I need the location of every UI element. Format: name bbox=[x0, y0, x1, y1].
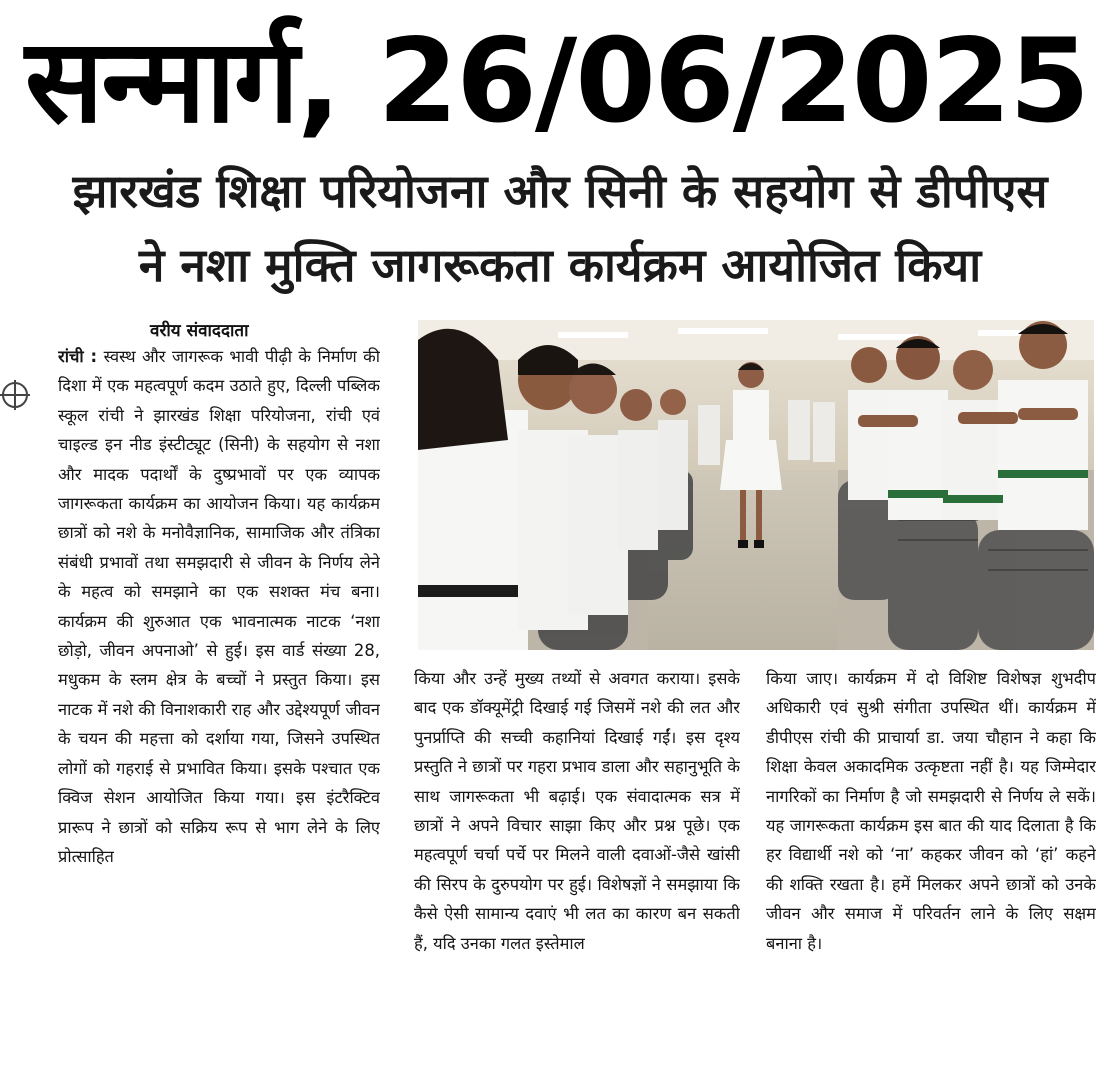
article-column-1 bbox=[58, 342, 380, 1072]
headline-line-2: ने नशा मुक्ति जागरूकता कार्यक्रम आयोजित किया bbox=[138, 238, 982, 292]
byline: वरीय संवाददाता bbox=[150, 321, 249, 341]
article-column-3: किया जाए। कार्यक्रम में दो विशिष्ट विशेषज्ञ शुभदीप अधिकारी एवं सुश्री संगीता उपस्थित थीं। कार्यक्रम में डीपीएस रांची की प्राचार्या डा. जया चौहान ने कहा कि शिक्षा केवल अकादमिक उत्कृष्टता नहीं है। यह जिम्मेदार नागरिकों का निर्माण है जो समझदारी से निर्णय ले सकें। यह जागरूकता कार्यक्रम इस बात की याद दिलाता है कि हर विद्यार्थी नशे को ‘ना’ कहकर जीवन को ‘हां’ कहने की शक्ति रखता है। हमें मिलकर अपने छात्रों को उनके जीवन और समाज में परिवर्तन लाने के लिए सक्षम बनाना है। bbox=[766, 669, 1096, 953]
registration-mark-icon bbox=[2, 382, 28, 408]
masthead-title: सन्मार्ग, 26/06/2025 bbox=[25, 14, 1088, 149]
headline-line-1: झारखंड शिक्षा परियोजना और सिनी के सहयोग से डीपीएस bbox=[72, 164, 1048, 218]
students-assembly-illustration bbox=[418, 320, 1094, 650]
dateline: रांची : bbox=[58, 347, 98, 366]
article-text-1: स्वस्थ और जागरूक भावी पीढ़ी के निर्माण की दिशा में एक महत्वपूर्ण कदम उठाते हुए, दिल्ली पब्लिक स्कूल रांची ने झारखंड शिक्षा परियोजना, रांची एवं चाइल्ड इन नीड इंस्टीट्यूट (सिनी) के सहयोग से नशा और मादक पदार्थों के दुष्प्रभावों पर एक व्यापक जागरूकता कार्यक्रम का आयोजन किया। यह कार्यक्रम छात्रों को नशे के मनोवैज्ञानिक, सामाजिक और तंत्रिका संबंधी प्रभावों तथा समझदारी से जीवन के निर्णय लेने के महत्व को समझाने का एक सशक्त मंच बना। कार्यक्रम की शुरुआत एक भावनात्मक नाटक ‘नशा छोड़ो, जीवन अपनाओ’ से हुई। इस वार्ड संख्या 28, मधुकम के स्लम क्षेत्र के बच्चों ने प्रस्तुत किया। इस नाटक में नशे की विनाशकारी राह और उद्देश्यपूर्ण जीवन के चयन की महत्ता को दर्शाया गया, जिसने उपस्थित लोगों को गहराई से प्रभावित किया। इसके पश्चात एक क्विज सेशन आयोजित किया गया। इस इंटरैक्टिव प्रारूप ने छात्रों को सक्रिय रूप से भाग लेने के लिए प्रोत्साहित bbox=[58, 347, 380, 866]
article-column-2: किया और उन्हें मुख्य तथ्यों से अवगत कराया। इसके बाद एक डॉक्यूमेंट्री दिखाई गई जिसमें नशे की लत और पुनर्प्राप्ति की सच्ची कहानियां दिखाई गईं। इस दृश्य प्रस्तुति ने छात्रों पर गहरा प्रभाव डाला और सहानुभूति के साथ जागरूकता भी बढ़ाई। एक संवादात्मक सत्र में छात्रों ने अपने विचार साझा किए और प्रश्न पूछे। एक महत्वपूर्ण चर्चा पर्चे पर मिलने वाली दवाओं-जैसे खांसी की सिरप के दुरुपयोग पर हुई। विशेषज्ञों ने समझाया कि कैसे ऐसी सामान्य दवाएं भी लत का कारण बन सकती हैं, यदि उनका गलत इस्तेमाल bbox=[414, 669, 740, 953]
news-photo bbox=[418, 320, 1094, 650]
